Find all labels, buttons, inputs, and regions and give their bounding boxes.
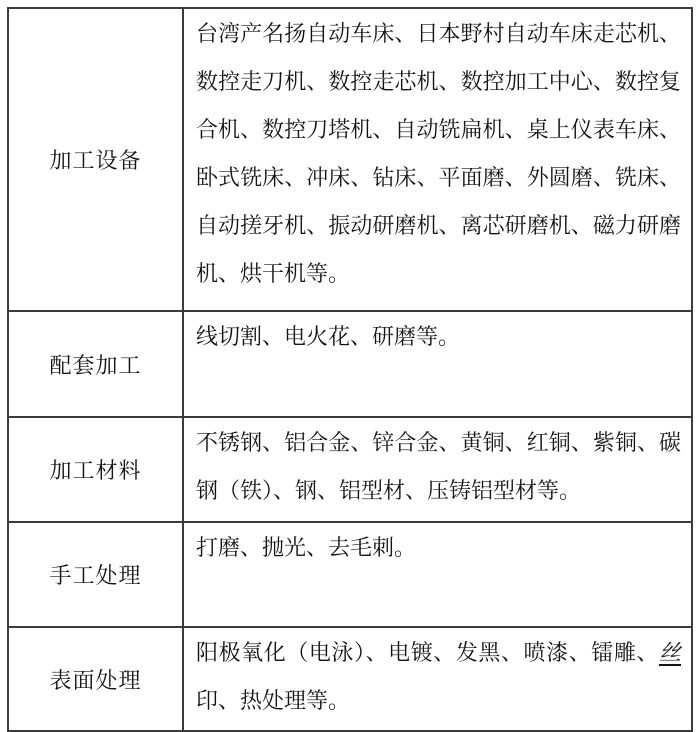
row-label-cell: 手工处理	[8, 522, 183, 627]
text-segment: 台湾产名扬自动车床、日本野村自动车床走芯机、数控走刀机、数控走芯机、数控加工中心、数控复合机、数控刀塔机、自动铣扁机、桌上仪表车床、卧式铣床、冲床、钻床、平面磨、外圆磨、铣床、自动搓牙机、振动研磨机、离芯研磨机、磁力研磨机、烘干机等。	[196, 21, 681, 286]
text-segment: 印、热处理等。	[196, 688, 351, 713]
row-label-cell: 加工材料	[8, 417, 183, 522]
text-segment: 打磨、抛光、去毛刺。	[196, 535, 417, 560]
table-row	[8, 417, 692, 522]
row-content-cell	[183, 8, 692, 311]
row-label-cell: 配套加工	[8, 311, 183, 417]
emphasized-text-segment: 丝	[658, 640, 681, 665]
capabilities-table-body	[8, 8, 692, 731]
text-segment: 阳极氧化（电泳）、电镀、发黑、喷漆、镭雕、	[196, 640, 659, 665]
text-segment: 线切割、电火花、研磨等。	[196, 324, 461, 349]
text-segment: 不锈钢、铝合金、锌合金、黄铜、红铜、紫铜、碳钢（铁）、钢、铝型材、压铸铝型材等。	[196, 430, 681, 503]
row-content-cell	[183, 417, 692, 522]
table-row	[8, 8, 692, 311]
table-row	[8, 627, 692, 731]
table-row	[8, 311, 692, 417]
capabilities-table	[7, 7, 693, 732]
row-content-cell	[183, 627, 692, 731]
row-label-cell: 表面处理	[8, 627, 183, 731]
row-content-cell	[183, 311, 692, 417]
row-content-cell	[183, 522, 692, 627]
table-row	[8, 522, 692, 627]
row-label-cell: 加工设备	[8, 8, 183, 311]
